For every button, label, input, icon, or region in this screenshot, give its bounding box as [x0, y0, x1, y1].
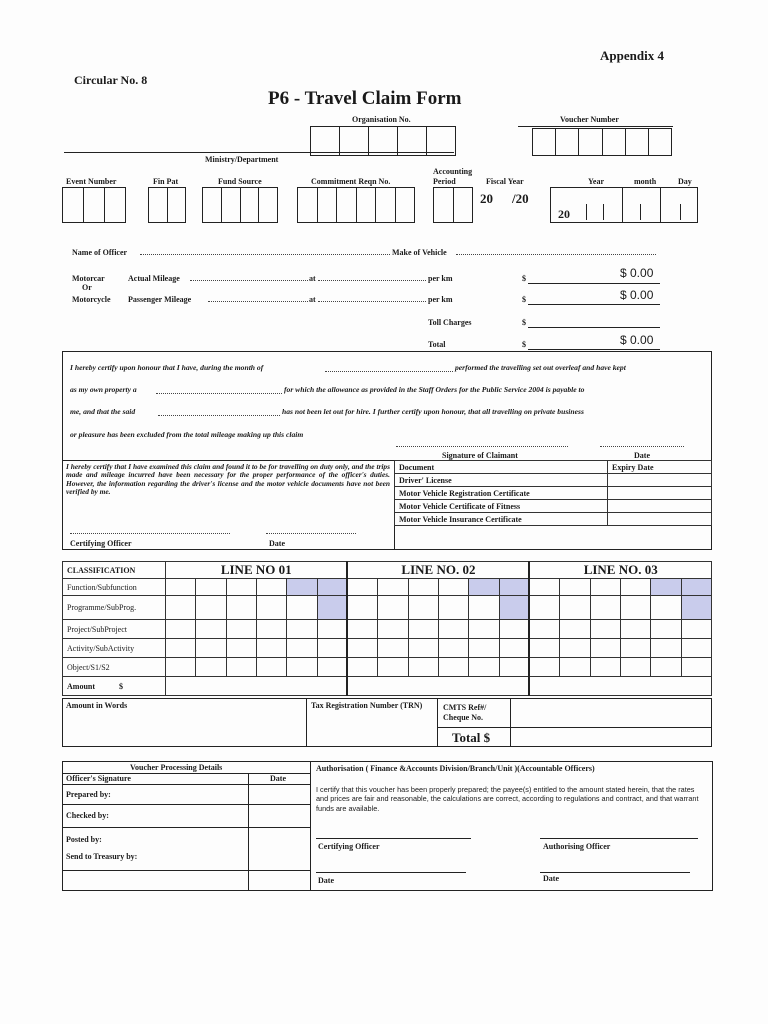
- doc-row: Motor Vehicle Insurance Certificate: [395, 513, 608, 526]
- voucher-row-label: Checked by:: [66, 811, 109, 820]
- cert-line-1b: performed the travelling set out overleaf and have kept: [455, 363, 626, 372]
- ministry-label: Ministry/Department: [205, 155, 279, 164]
- line-03-header: LINE NO. 03: [529, 562, 711, 579]
- claimant-date-label: Date: [634, 451, 650, 460]
- event-number-field[interactable]: [62, 187, 126, 223]
- vehicle-field[interactable]: [156, 393, 282, 394]
- or-label: Or: [82, 283, 92, 292]
- voucher-row-label: Send to Treasury by:: [66, 852, 138, 861]
- certifying-officer-label: Certifying Officer: [70, 539, 132, 548]
- voucher-number-field[interactable]: [532, 128, 672, 156]
- claimant-date-field[interactable]: [600, 446, 684, 447]
- fin-pat-field[interactable]: [148, 187, 186, 223]
- authorisation-text: I certify that this voucher has been properly prepared; the payee(s) entitled to the amount stated herein, that the rates and prices are fair and reasonable, the calculations are correct, according to regulations and contract, and that warrant funds are available.: [316, 785, 699, 813]
- classification-header: CLASSIFICATION: [63, 562, 166, 579]
- amount-currency: $: [119, 681, 124, 691]
- make-of-vehicle-field[interactable]: [456, 254, 656, 255]
- amount-line-01[interactable]: [166, 677, 348, 696]
- actual-rate-field[interactable]: [318, 280, 426, 281]
- amount-label: Amount: [67, 681, 96, 691]
- page-title: P6 - Travel Claim Form: [268, 88, 462, 109]
- voucher-number-label: Voucher Number: [560, 115, 619, 124]
- class-row-label: Activity/SubActivity: [63, 639, 166, 658]
- at-label-2: at: [309, 295, 316, 304]
- fin-pat-label: Fin Pat: [153, 177, 179, 186]
- auth-date-label-2: Date: [543, 874, 559, 883]
- make-of-vehicle-label: Make of Vehicle: [392, 248, 447, 257]
- fiscal-year-value-a: 20: [480, 191, 493, 206]
- actual-mileage-label: Actual Mileage: [128, 274, 180, 283]
- per-km-label-1: per km: [428, 274, 453, 283]
- passenger-mileage-label: Passenger Mileage: [128, 295, 192, 304]
- event-number-label: Event Number: [66, 177, 117, 186]
- currency-2: $: [522, 295, 526, 304]
- passenger-mileage-field[interactable]: [208, 301, 308, 302]
- commitment-label: Commitment Reqn No.: [311, 177, 391, 186]
- circular-label: Circular No. 8: [74, 73, 148, 87]
- authorisation-title: Authorisation ( Finance &Accounts Division/Branch/Unit )(Accountable Officers): [316, 764, 595, 773]
- fiscal-year-label: Fiscal Year: [486, 177, 524, 186]
- date-field[interactable]: [550, 187, 698, 223]
- fund-source-label: Fund Source: [218, 177, 262, 186]
- class-row-label: Project/SubProject: [63, 620, 166, 639]
- class-row-label: Function/Subfunction: [63, 579, 166, 596]
- month-field[interactable]: [325, 371, 453, 372]
- authorising-officer-label: Authorising Officer: [543, 842, 611, 851]
- per-km-label-2: per km: [428, 295, 453, 304]
- voucher-date-header: Date: [270, 774, 286, 783]
- cert-line-2b: for which the allowance as provided in the Staff Orders for the Public Service 2004 is payable to: [284, 385, 585, 394]
- organisation-no-label: Organisation No.: [352, 115, 411, 124]
- passenger-amount[interactable]: $ 0.00: [620, 288, 654, 302]
- doc-row: Motor Vehicle Registration Certificate: [395, 487, 608, 500]
- document-header: Document: [395, 461, 608, 474]
- cert-line-4: or pleasure has been excluded from the total mileage making up this claim: [70, 430, 304, 439]
- appendix-label: Appendix 4: [600, 48, 664, 63]
- amount-in-words-label: Amount in Words: [66, 701, 128, 710]
- voucher-title: Voucher Processing Details: [130, 763, 223, 772]
- year-value: 20: [558, 207, 570, 221]
- voucher-row-label: Posted by:: [66, 835, 102, 844]
- amount-line-02[interactable]: [347, 677, 529, 696]
- trn-label: Tax Registration Number (TRN): [311, 701, 423, 710]
- day-label: Day: [678, 177, 692, 186]
- classification-table: [62, 561, 712, 696]
- officer-signature-header: Officer's Signature: [66, 774, 131, 783]
- line-01-header: LINE NO 01: [166, 562, 348, 579]
- amount-line-03[interactable]: [529, 677, 711, 696]
- doc-row: Driver' License: [395, 474, 608, 487]
- accounting-period-field[interactable]: [433, 187, 473, 223]
- doc-row: Motor Vehicle Certificate of Fitness: [395, 500, 608, 513]
- class-row-label: Object/S1/S2: [63, 658, 166, 677]
- total-dollar-label: Total $: [452, 730, 491, 745]
- expiry-header: Expiry Date: [608, 461, 712, 474]
- accounting-period-label: Accounting Period: [433, 167, 473, 186]
- actual-amount[interactable]: $ 0.00: [620, 266, 654, 280]
- toll-charges-label: Toll Charges: [428, 318, 472, 327]
- certifying-date-label: Date: [269, 539, 285, 548]
- class-row-label: Programme/SubProg.: [63, 596, 166, 620]
- claimant-signature-field[interactable]: [396, 446, 568, 447]
- year-label: Year: [588, 177, 604, 186]
- fund-source-field[interactable]: [202, 187, 278, 223]
- line-02-header: LINE NO. 02: [347, 562, 529, 579]
- certifying-text: I hereby certify that I have examined this claim and found it to be for travelling on duty only, and the trips made and mileage incurred have been necessary for the proper performance of the officer's duties. However, the information regarding the driver's license and the motor vehicle documents have not been verified by me.: [66, 462, 390, 496]
- expiry-cell[interactable]: [608, 513, 712, 526]
- expiry-cell[interactable]: [608, 474, 712, 487]
- currency-1: $: [522, 274, 526, 283]
- certifying-officer-field[interactable]: [70, 533, 230, 534]
- voucher-row-label: Prepared by:: [66, 790, 111, 799]
- cmts-label: CMTS Ref#/ Cheque No.: [443, 703, 487, 722]
- cert-line-3a: me, and that the said: [70, 407, 136, 416]
- month-label: month: [634, 177, 657, 186]
- vehicle-field-2[interactable]: [158, 415, 280, 416]
- commitment-field[interactable]: [297, 187, 415, 223]
- auth-date-label-1: Date: [318, 876, 334, 885]
- passenger-rate-field[interactable]: [318, 301, 426, 302]
- signature-of-claimant-label: Signature of Claimant: [442, 451, 518, 460]
- fiscal-year-value-b: /20: [512, 191, 529, 206]
- total-label: Total: [428, 340, 446, 349]
- documents-table: [394, 460, 712, 526]
- actual-mileage-field[interactable]: [190, 280, 308, 281]
- name-of-officer-label: Name of Officer: [72, 248, 128, 257]
- name-of-officer-field[interactable]: [140, 254, 390, 255]
- cert-line-1a: I hereby certify upon honour that I have, during the month of: [70, 363, 264, 372]
- motorcycle-label: Motorcycle: [72, 295, 111, 304]
- cert-line-3b: has not been let out for hire. I further certify upon honour, that all travelling on private business: [282, 407, 584, 416]
- cert-line-2a: as my own property a: [70, 385, 137, 394]
- expiry-cell[interactable]: [608, 500, 712, 513]
- expiry-cell[interactable]: [608, 487, 712, 500]
- currency-4: $: [522, 340, 526, 349]
- currency-3: $: [522, 318, 526, 327]
- total-amount[interactable]: $ 0.00: [620, 333, 654, 347]
- motorcar-label: Motorcar: [72, 274, 105, 283]
- at-label-1: at: [309, 274, 316, 283]
- certifying-date-field[interactable]: [266, 533, 356, 534]
- certifying-officer-auth-label: Certifying Officer: [318, 842, 380, 851]
